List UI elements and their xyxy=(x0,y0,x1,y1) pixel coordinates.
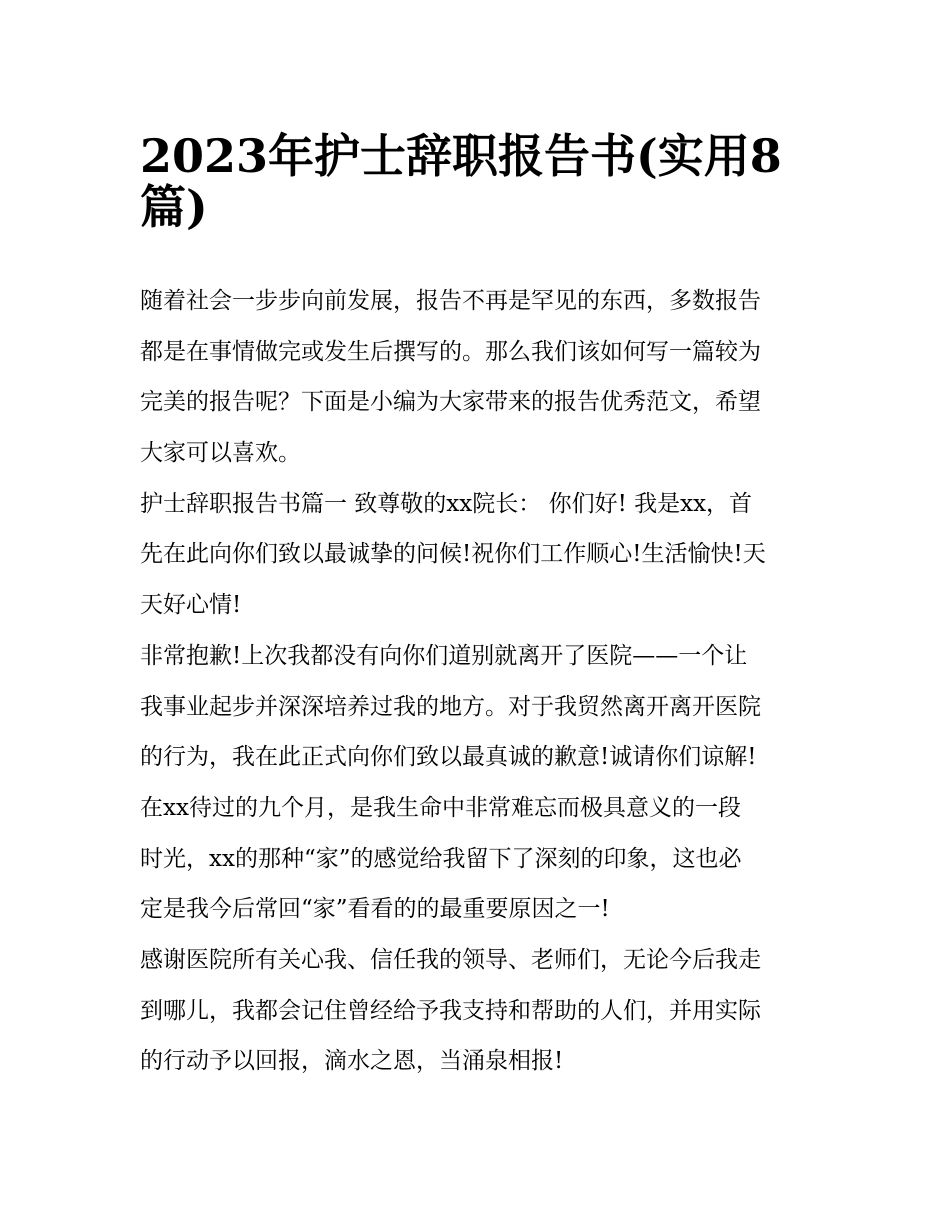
text-line: 在xx待过的九个月，是我生命中非常难忘而极具意义的一段 xyxy=(140,794,741,821)
document-title xyxy=(140,118,820,234)
text-line: 到哪儿，我都会记住曾经给予我支持和帮助的人们，并用实际 xyxy=(140,997,761,1024)
text-line: 随着社会一步步向前发展，报告不再是罕见的东西，多数报告 xyxy=(140,288,761,314)
text-line: 天好心情! xyxy=(140,592,242,619)
text-line: 完美的报告呢？下面是小编为大家带来的报告优秀范文，希望 xyxy=(140,389,761,416)
paragraph-greeting xyxy=(140,479,820,631)
paragraph-thanks xyxy=(140,935,820,1087)
text-line: 时光，xx的那种“家”的感觉给我留下了深刻的印象，这也必 xyxy=(140,845,742,872)
text-line: 先在此向你们致以最诚挚的问候!祝你们工作顺心!生活愉快!天 xyxy=(140,541,766,568)
text-line: 的行为，我在此正式向你们致以最真诚的歉意!诚请你们谅解! xyxy=(140,744,757,771)
text-line: 感谢医院所有关心我、信任我的领导、老师们，无论今后我走 xyxy=(140,946,761,973)
document-body xyxy=(140,276,820,1087)
text-line: 定是我今后常回“家”看看的的最重要原因之一! xyxy=(140,896,610,923)
text-line: 大家可以喜欢。 xyxy=(140,440,301,467)
text-line: 都是在事情做完或发生后撰写的。那么我们该如何写一篇较为 xyxy=(140,338,761,365)
text-line: 非常抱歉!上次我都没有向你们道别就离开了医院——一个让 xyxy=(140,642,748,669)
title-line: 2023年护士辞职报告书(实用8 xyxy=(140,129,782,183)
title-line: 篇) xyxy=(140,179,208,234)
text-line: 我事业起步并深深培养过我的地方。对于我贸然离开离开医院 xyxy=(140,693,761,720)
paragraph-apology xyxy=(140,631,820,935)
text-line: 护士辞职报告书篇一 致尊敬的xx院长： 你们好! 我是xx，首 xyxy=(140,490,753,517)
text-line: 的行动予以回报，滴水之恩，当涌泉相报! xyxy=(140,1048,564,1075)
paragraph-intro xyxy=(140,276,820,479)
